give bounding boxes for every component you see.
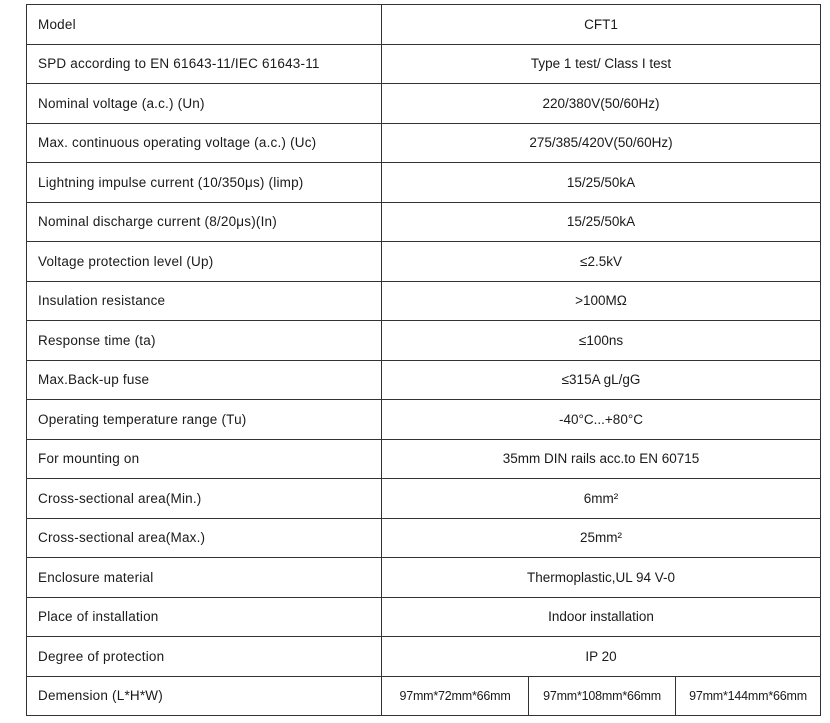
dimension-row (27, 676, 821, 716)
row-value: ≤315A gL/gG (382, 360, 821, 400)
row-label: Max. continuous operating voltage (a.c.) (Uc) (27, 123, 382, 163)
table-row (27, 479, 821, 519)
row-label: Model (27, 5, 382, 45)
row-value: 35mm DIN rails acc.to EN 60715 (382, 439, 821, 479)
row-label: Cross-sectional area(Max.) (27, 518, 382, 558)
table-row (27, 202, 821, 242)
row-value: 15/25/50kA (382, 163, 821, 203)
row-label: Degree of protection (27, 637, 382, 677)
row-value: 25mm² (382, 518, 821, 558)
row-value: -40°C...+80°C (382, 400, 821, 440)
row-label: Nominal discharge current (8/20μs)(In) (27, 202, 382, 242)
row-value: 6mm² (382, 479, 821, 519)
table-row (27, 400, 821, 440)
dimension-value-3: 97mm*144mm*66mm (676, 676, 821, 716)
row-value: Indoor installation (382, 597, 821, 637)
row-label: SPD according to EN 61643-11/IEC 61643-11 (27, 44, 382, 84)
dimension-value-1: 97mm*72mm*66mm (382, 676, 529, 716)
row-value: Thermoplastic,UL 94 V-0 (382, 558, 821, 598)
row-label: For mounting on (27, 439, 382, 479)
row-value: Type 1 test/ Class I test (382, 44, 821, 84)
row-label: Voltage protection level (Up) (27, 242, 382, 282)
table-row (27, 321, 821, 361)
table-row (27, 360, 821, 400)
row-value: 15/25/50kA (382, 202, 821, 242)
table-row (27, 637, 821, 677)
row-value: CFT1 (382, 5, 821, 45)
row-label: Nominal voltage (a.c.) (Un) (27, 84, 382, 124)
table-row (27, 84, 821, 124)
row-label: Response time (ta) (27, 321, 382, 361)
row-label: Insulation resistance (27, 281, 382, 321)
table-row (27, 439, 821, 479)
row-label: Place of installation (27, 597, 382, 637)
row-value: ≤2.5kV (382, 242, 821, 282)
row-value: ≤100ns (382, 321, 821, 361)
row-label: Operating temperature range (Tu) (27, 400, 382, 440)
spec-table (26, 4, 821, 716)
table-row (27, 281, 821, 321)
row-label: Enclosure material (27, 558, 382, 598)
row-value: 275/385/420V(50/60Hz) (382, 123, 821, 163)
row-value: >100MΩ (382, 281, 821, 321)
table-row (27, 518, 821, 558)
table-row (27, 5, 821, 45)
table-row (27, 163, 821, 203)
table-row (27, 558, 821, 598)
row-label: Lightning impulse current (10/350μs) (limp) (27, 163, 382, 203)
row-value: 220/380V(50/60Hz) (382, 84, 821, 124)
table-row (27, 242, 821, 282)
dimension-label: Demension (L*H*W) (27, 676, 382, 716)
table-row (27, 123, 821, 163)
row-label: Max.Back-up fuse (27, 360, 382, 400)
table-row (27, 44, 821, 84)
table-row (27, 597, 821, 637)
row-label: Cross-sectional area(Min.) (27, 479, 382, 519)
dimension-value-2: 97mm*108mm*66mm (529, 676, 676, 716)
row-value: IP 20 (382, 637, 821, 677)
